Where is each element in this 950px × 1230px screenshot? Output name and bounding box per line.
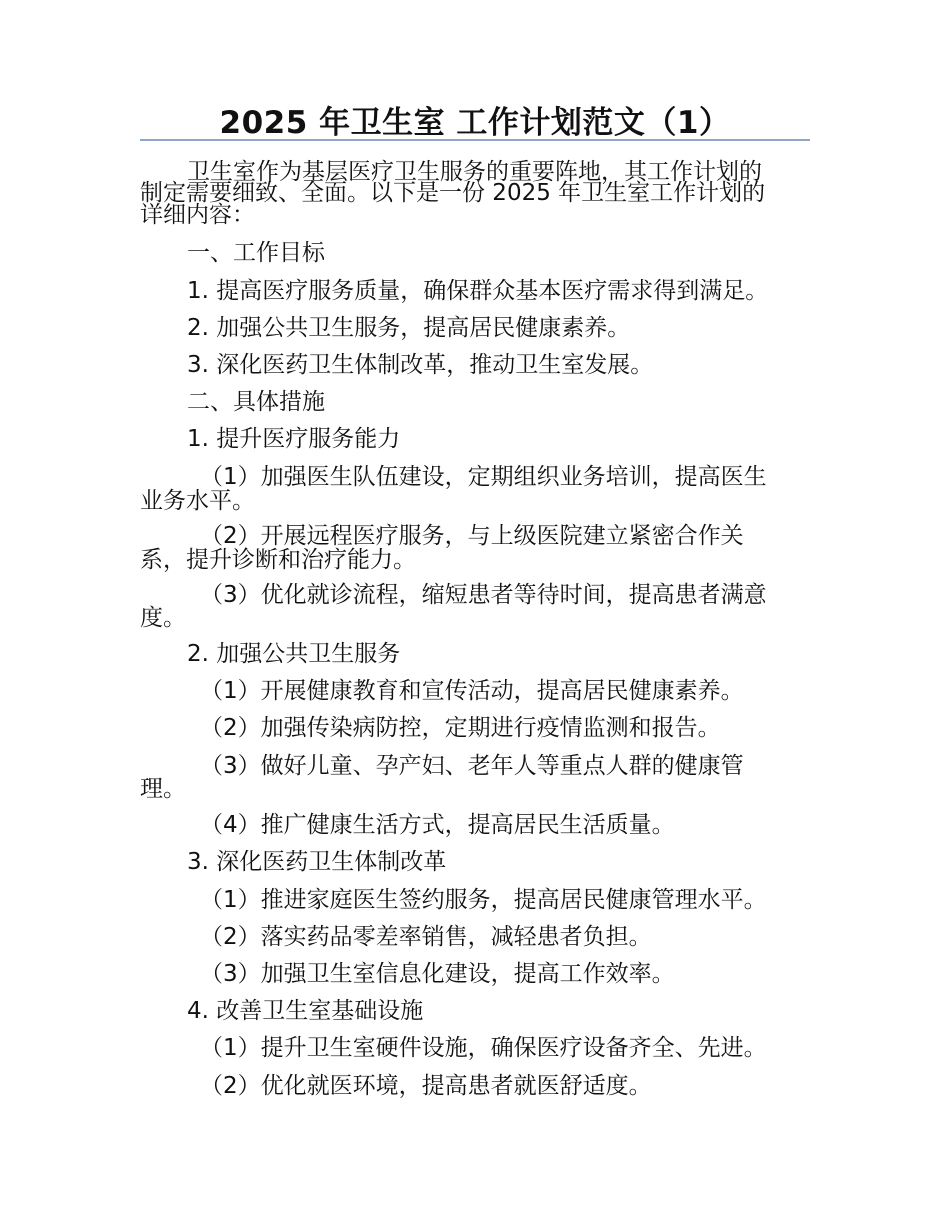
measure-4-item-1: （1）提升卫生室硬件设施，确保医疗设备齐全、先进。 xyxy=(200,1035,767,1061)
measure-heading-3: 3. 深化医药卫生体制改革 xyxy=(187,849,447,875)
intro-line-3: 详细内容： xyxy=(140,202,255,228)
section-heading-measures: 二、具体措施 xyxy=(187,389,325,415)
measure-2-item-4: （4）推广健康生活方式，提高居民生活质量。 xyxy=(200,812,675,838)
measure-4-item-2: （2）优化就医环境，提高患者就医舒适度。 xyxy=(200,1073,652,1099)
title-underline xyxy=(140,139,810,141)
measure-1-item-3-line-2: 度。 xyxy=(140,605,186,631)
measure-3-item-3: （3）加强卫生室信息化建设，提高工作效率。 xyxy=(200,961,675,987)
measure-3-item-1: （1）推进家庭医生签约服务，提高居民健康管理水平。 xyxy=(200,887,767,913)
measure-2-item-1: （1）开展健康教育和宣传活动，提高居民健康素养。 xyxy=(200,678,744,704)
goal-item-3: 3. 深化医药卫生体制改革，推动卫生室发展。 xyxy=(187,352,654,378)
page-title: 2025 年卫生室 工作计划范文（1） xyxy=(219,105,731,141)
measure-3-item-2: （2）落实药品零差率销售，减轻患者负担。 xyxy=(200,924,652,950)
measure-heading-2: 2. 加强公共卫生服务 xyxy=(187,641,401,667)
intro-line-1: 卫生室作为基层医疗卫生服务的重要阵地，其工作计划的 xyxy=(187,159,762,185)
goal-item-2: 2. 加强公共卫生服务，提高居民健康素养。 xyxy=(187,315,631,341)
section-heading-goals: 一、工作目标 xyxy=(187,240,325,266)
measure-1-item-1-line-2: 业务水平。 xyxy=(140,488,255,514)
measure-2-item-3-line-2: 理。 xyxy=(140,776,186,802)
measure-2-item-2: （2）加强传染病防控，定期进行疫情监测和报告。 xyxy=(200,715,721,741)
measure-heading-4: 4. 改善卫生室基础设施 xyxy=(187,998,424,1024)
measure-2-item-3-line-1: （3）做好儿童、孕产妇、老年人等重点人群的健康管 xyxy=(200,753,744,779)
goal-item-1: 1. 提高医疗服务质量，确保群众基本医疗需求得到满足。 xyxy=(187,278,769,304)
measure-1-item-1-line-1: （1）加强医生队伍建设，定期组织业务培训，提高医生 xyxy=(200,464,767,490)
measure-1-item-3-line-1: （3）优化就诊流程，缩短患者等待时间，提高患者满意 xyxy=(200,582,767,608)
intro-line-2: 制定需要细致、全面。以下是一份 2025 年卫生室工作计划的 xyxy=(140,180,766,206)
measure-heading-1: 1. 提升医疗服务能力 xyxy=(187,426,401,452)
measure-1-item-2-line-1: （2）开展远程医疗服务，与上级医院建立紧密合作关 xyxy=(200,523,744,549)
measure-1-item-2-line-2: 系，提升诊断和治疗能力。 xyxy=(140,547,416,573)
